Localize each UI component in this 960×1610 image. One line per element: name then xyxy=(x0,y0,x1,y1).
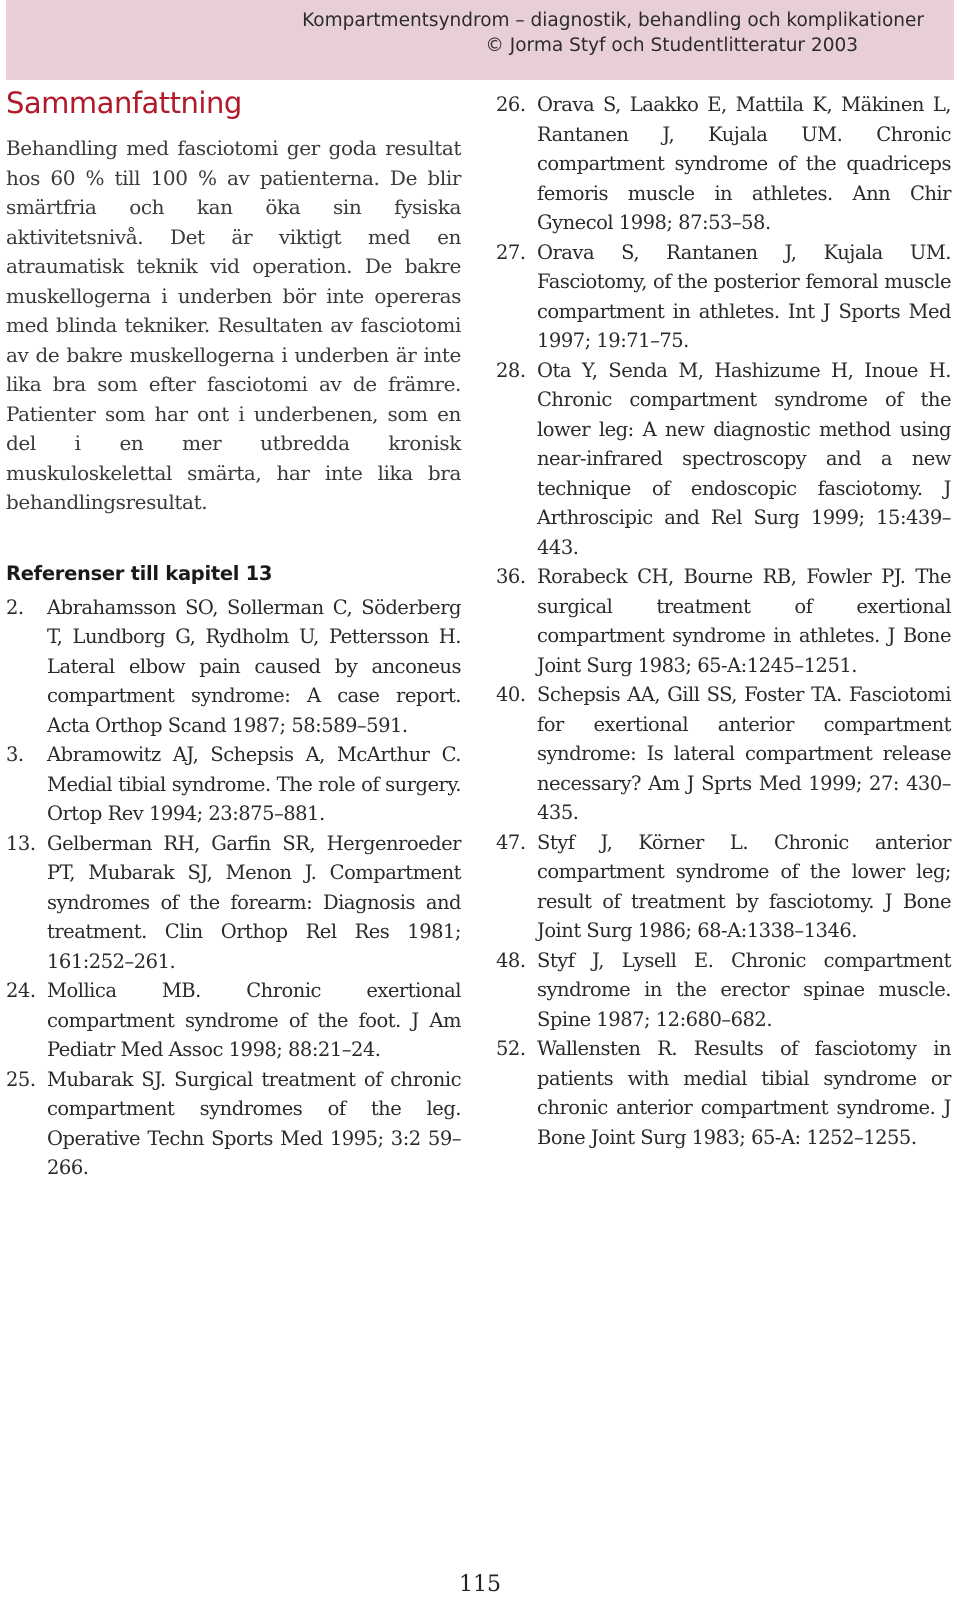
reference-item xyxy=(496,1034,951,1152)
reference-text: Schepsis AA, Gill SS, Foster TA. Fasciotomi for exertional anterior compartment syndrome: Is lateral compartment release necessary? Am J Sprts Med 1999; 27: 430–435. xyxy=(537,683,951,824)
reference-number: 26. xyxy=(496,93,526,116)
reference-number: 48. xyxy=(496,948,526,972)
reference-number: 13. xyxy=(6,831,36,855)
reference-text: Styf J, Körner L. Chronic anterior compartment syndrome of the lower leg; result of treatment by fasciotomy. J Bone Joint Surg 1986; 68-A:1338–1346. xyxy=(537,830,951,942)
reference-item xyxy=(496,562,951,680)
reference-text: Rorabeck CH, Bourne RB, Fowler PJ. The surgical treatment of exertional compartment syndrome in athletes. J Bone Joint Surg 1983; 65-A:1245–1251. xyxy=(537,565,951,677)
reference-number: 25. xyxy=(6,1067,36,1091)
running-header xyxy=(6,0,954,80)
reference-item xyxy=(496,238,951,356)
reference-number: 52. xyxy=(496,1037,526,1060)
header-chapter-title: Kompartmentsyndrom – diagnostik, behandling och komplikationer xyxy=(302,10,924,31)
header-copyright: © Jorma Styf och Studentlitteratur 2003 xyxy=(485,35,858,56)
reference-text: Gelberman RH, Garfin SR, Hergenroeder PT, Mubarak SJ, Menon J. Compartment syndromes of the forearm: Diagnosis and treatment. Clin Orthop Rel Res 1981; 161:252–261. xyxy=(47,831,461,973)
reference-number: 3. xyxy=(6,743,24,766)
reference-number: 2. xyxy=(6,595,24,619)
reference-number: 40. xyxy=(496,683,526,706)
left-column xyxy=(6,86,461,1183)
reference-text: Abramowitz AJ, Schepsis A, McArthur C. Medial tibial syndrome. The role of surgery. Ortop Rev 1994; 23:875–881. xyxy=(47,743,461,825)
reference-list-right xyxy=(496,90,951,1152)
reference-text: Orava S, Laakko E, Mattila K, Mäkinen L, Rantanen J, Kujala UM. Chronic compartment syndrome of the quadriceps femoris muscle in athletes. Ann Chir Gynecol 1998; 87:53–58. xyxy=(537,93,951,234)
summary-heading: Sammanfattning xyxy=(6,86,242,120)
reference-item xyxy=(6,829,461,977)
reference-item xyxy=(496,828,951,946)
right-column xyxy=(496,90,951,1152)
reference-text: Abrahamsson SO, Sollerman C, Söderberg T, Lundborg G, Rydholm U, Pettersson H. Lateral elbow pain caused by anconeus compartment syndrome: A case report. Acta Orthop Scand 1987; 58:589–591. xyxy=(47,595,461,737)
references-heading: Referenser till kapitel 13 xyxy=(6,561,273,585)
reference-item xyxy=(496,356,951,563)
reference-item xyxy=(496,946,951,1035)
reference-item xyxy=(6,740,461,829)
reference-text: Styf J, Lysell E. Chronic compartment syndrome in the erector spinae muscle. Spine 1987; 12:680–682. xyxy=(537,948,951,1031)
reference-number: 27. xyxy=(496,240,526,264)
reference-item xyxy=(6,593,461,741)
reference-number: 36. xyxy=(496,565,526,588)
reference-number: 47. xyxy=(496,830,526,854)
reference-item xyxy=(6,976,461,1065)
reference-item xyxy=(496,680,951,828)
reference-number: 24. xyxy=(6,979,36,1002)
reference-text: Mollica MB. Chronic exertional compartment syndrome of the foot. J Am Pediatr Med Assoc 1998; 88:21–24. xyxy=(47,979,461,1061)
summary-paragraph: Behandling med fasciotomi ger goda resultat hos 60 % till 100 % av patienterna. De blir smärtfria och kan öka sin fysiska aktivitetsnivå. Det är viktigt med en atraumatisk teknik vid operation. De bakre muskellogerna i underben bör inte opereras med blinda tekniker. Resultaten av fasciotomi av de bakre muskellogerna i underben är inte lika bra som efter fasciotomi av de främre. Patienter som har ont i underbenen, som en del i en mer utbredda kronisk muskuloskelettal smärta, har inte lika bra behandlingsresultat. xyxy=(6,136,461,514)
reference-text: Wallensten R. Results of fasciotomy in patients with medial tibial syndrome or chronic anterior compartment syndrome. J Bone Joint Surg 1983; 65-A: 1252–1255. xyxy=(537,1037,951,1149)
reference-list-left xyxy=(6,593,461,1183)
reference-item xyxy=(6,1065,461,1183)
page-number: 115 xyxy=(459,1572,501,1597)
reference-number: 28. xyxy=(496,358,526,382)
reference-text: Ota Y, Senda M, Hashizume H, Inoue H. Chronic compartment syndrome of the lower leg: A new diagnostic method using near-infrared spectroscopy and a new technique of endoscopic fasciotomy. J Arthroscipic and Rel Surg 1999; 15:439–443. xyxy=(537,358,951,559)
reference-item xyxy=(496,90,951,238)
reference-text: Orava S, Rantanen J, Kujala UM. Fasciotomy, of the posterior femoral muscle compartment in athletes. Int J Sports Med 1997; 19:71–75. xyxy=(537,240,951,352)
reference-text: Mubarak SJ. Surgical treatment of chronic compartment syndromes of the leg. Operative Techn Sports Med 1995; 3:2 59–266. xyxy=(47,1067,461,1179)
